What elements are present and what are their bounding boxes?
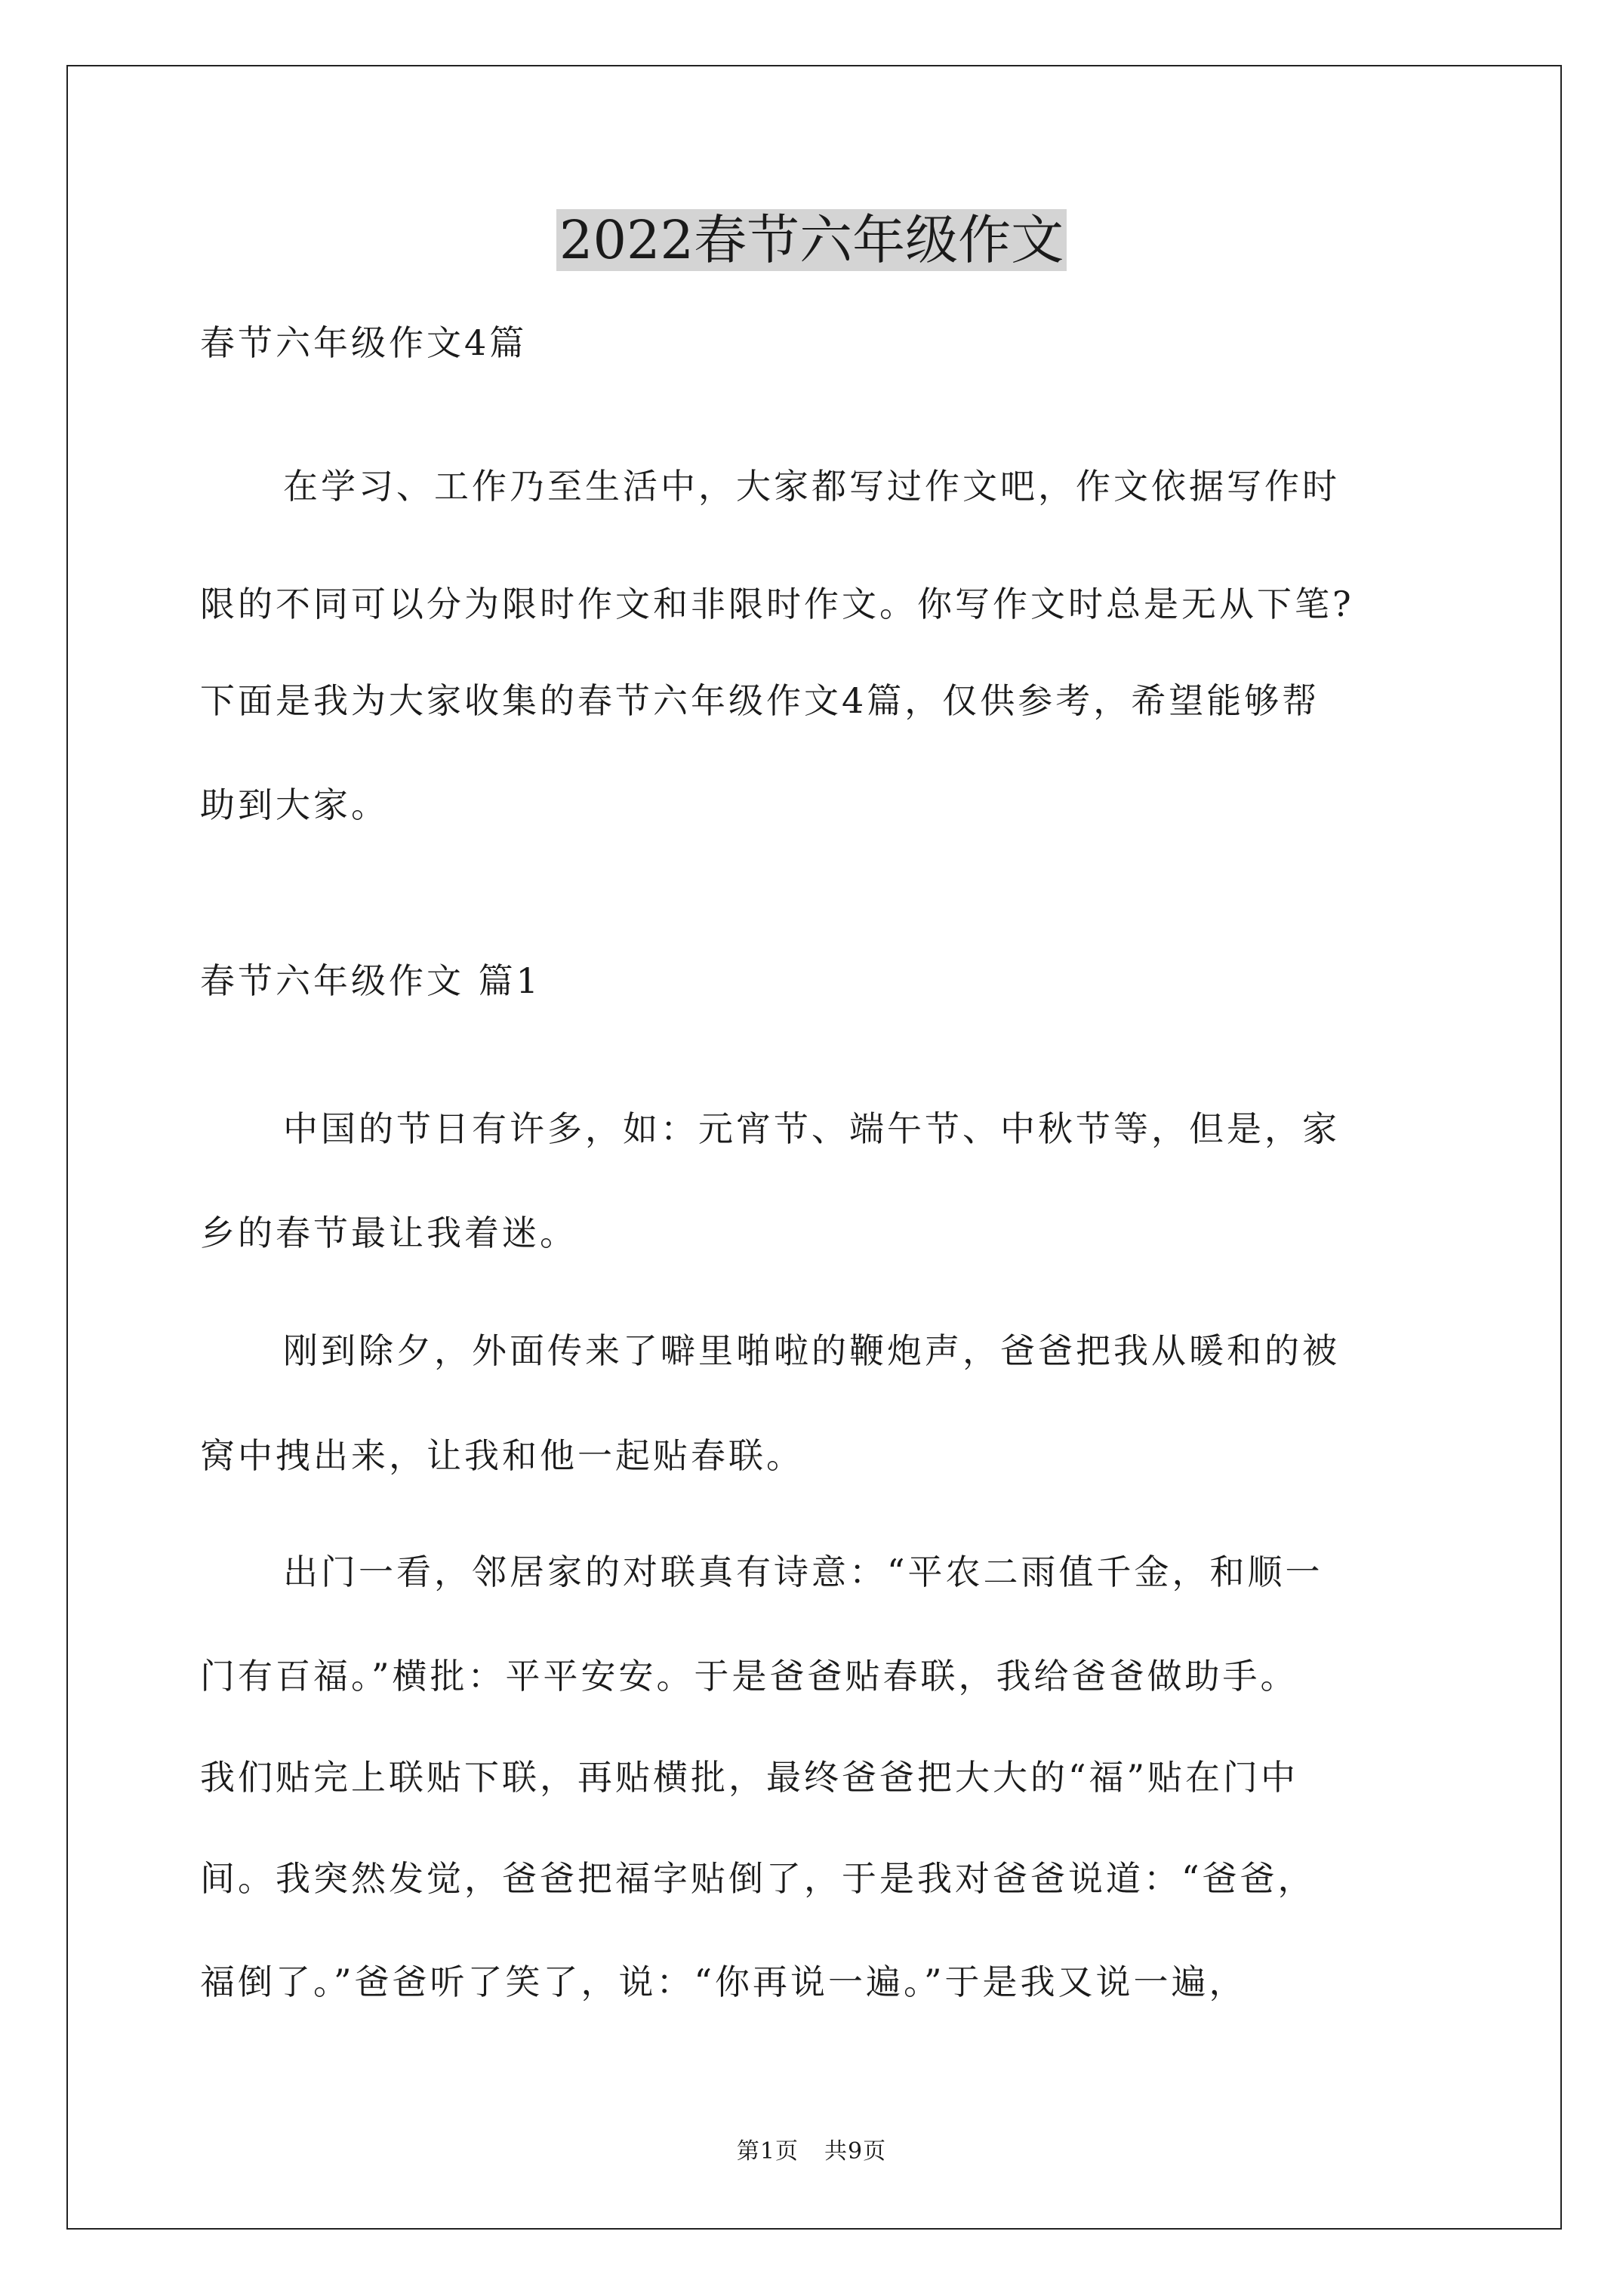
paragraph-line: 中国的节日有许多，如：元宵节、端午节、中秋节等，但是，家 — [283, 1108, 1340, 1149]
paragraph-line: 在学习、工作乃至生活中，大家都写过作文吧，作文依据写作时 — [283, 466, 1340, 507]
paragraph-line: 限的不同可以分为限时作文和非限时作文。你写作文时总是无从下笔? — [200, 584, 1354, 624]
paragraph-line: 福倒了。”爸爸听了笑了，说：“你再说一遍。”于是我又说一遍， — [200, 1962, 1247, 2002]
paragraph-line: 出门一看，邻居家的对联真有诗意：“平农二雨值千金，和顺一 — [283, 1552, 1323, 1592]
section-heading: 春节六年级作文 篇1 — [200, 960, 541, 1001]
paragraph-line: 乡的春节最让我着迷。 — [200, 1213, 577, 1253]
paragraph-line: 刚到除夕，外面传来了噼里啪啦的鞭炮声，爸爸把我从暖和的被 — [283, 1330, 1340, 1371]
page-footer — [0, 2132, 1623, 2165]
paragraph-line: 我们贴完上联贴下联，再贴横批，最终爸爸把大大的“福”贴在门中 — [200, 1757, 1299, 1798]
paragraph-line: 门有百福。”横批：平平安安。于是爸爸贴春联，我给爸爸做助手。 — [200, 1656, 1298, 1697]
page-number: 第1页 — [736, 2138, 799, 2165]
paragraph-line: 间。我突然发觉，爸爸把福字贴倒了，于是我对爸爸说道：“爸爸， — [200, 1858, 1316, 1899]
paragraph-line: 助到大家。 — [200, 784, 389, 825]
paragraph-line: 下面是我为大家收集的春节六年级作文4篇，仅供参考，希望能够帮 — [200, 680, 1320, 721]
paragraph-line: 窝中拽出来，让我和他一起贴春联。 — [200, 1435, 804, 1476]
page-total: 共9页 — [824, 2138, 887, 2165]
section-heading: 春节六年级作文4篇 — [200, 322, 528, 363]
document-title-text: 2022春节六年级作文 — [556, 209, 1067, 271]
document-title — [0, 204, 1623, 276]
